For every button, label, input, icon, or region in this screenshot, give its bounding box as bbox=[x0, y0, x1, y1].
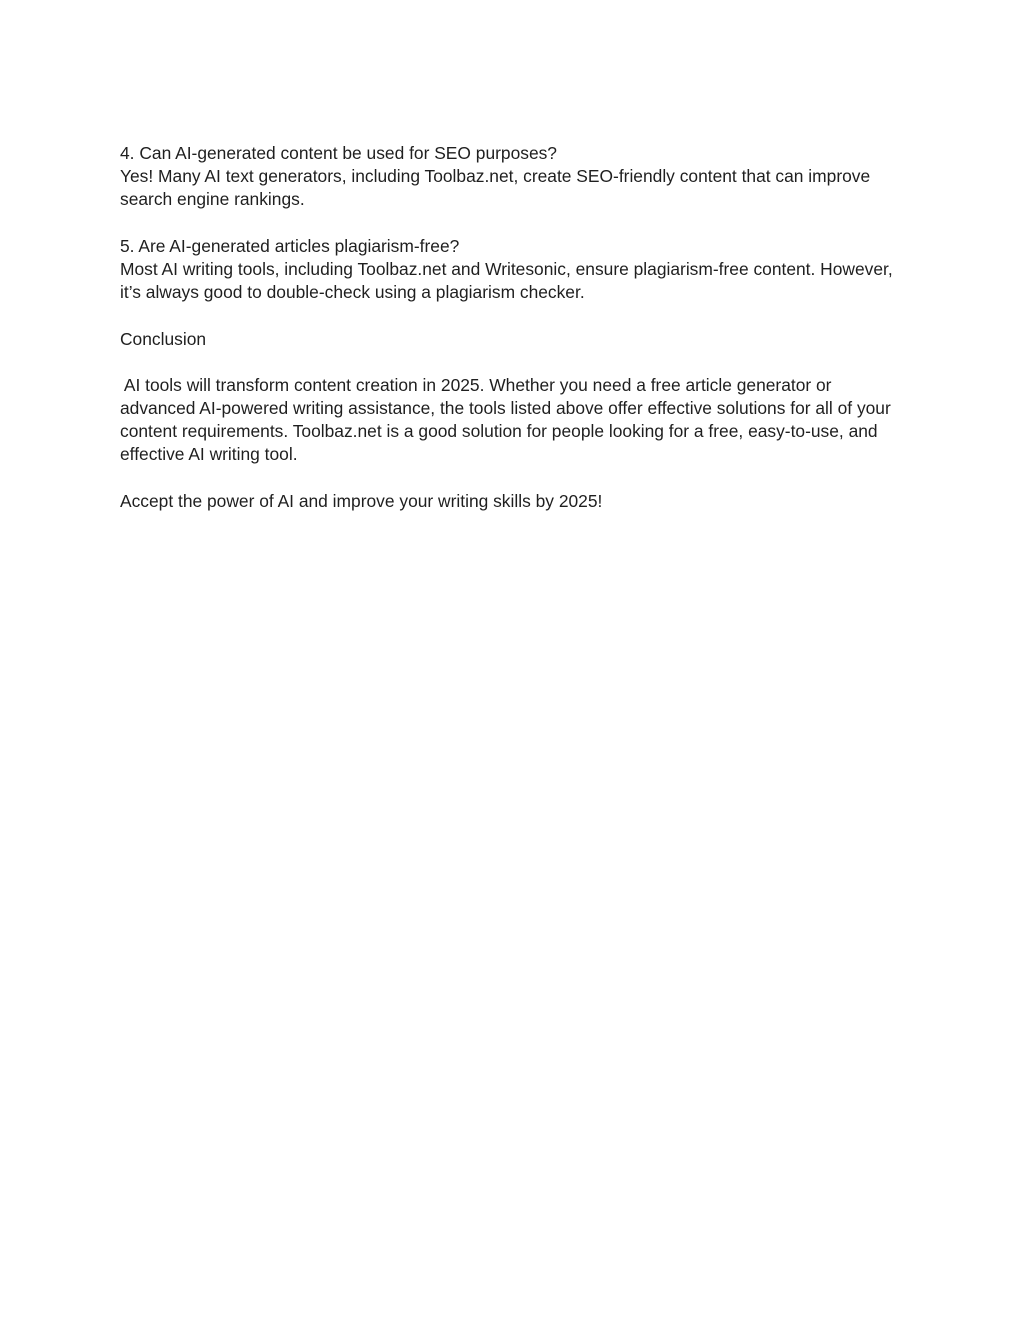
paragraph-line: AI tools will transform content creation in 2025. Whether you need a free article generator or bbox=[120, 374, 832, 395]
faq-question: 4. Can AI-generated content be used for SEO purposes? bbox=[120, 143, 557, 163]
faq-answer-line: Yes! Many AI text generators, including Toolbaz.net, create SEO-friendly content that can improve bbox=[120, 166, 871, 187]
paragraph-spacer bbox=[120, 304, 910, 327]
paragraph-spacer bbox=[120, 351, 910, 374]
faq-item-4 bbox=[120, 142, 910, 212]
section-heading-conclusion: Conclusion bbox=[120, 328, 207, 349]
document-body bbox=[120, 142, 910, 513]
paragraph-line: advanced AI-powered writing assistance, the tools listed above offer effective solutions for all of your bbox=[120, 398, 891, 419]
faq-answer-line: search engine rankings. bbox=[120, 189, 305, 210]
closing-sentence: Accept the power of AI and improve your writing skills by 2025! bbox=[120, 490, 603, 511]
faq-answer-line: Most AI writing tools, including Toolbaz.net and Writesonic, ensure plagiarism-free content. However, bbox=[120, 258, 893, 279]
paragraph-line: content requirements. Toolbaz.net is a good solution for people looking for a free, easy-to-use, and bbox=[120, 421, 878, 442]
paragraph-spacer bbox=[120, 212, 910, 235]
paragraph-line: effective AI writing tool. bbox=[120, 444, 298, 465]
paragraph-spacer bbox=[120, 467, 910, 490]
faq-answer-line: it’s always good to double-check using a plagiarism checker. bbox=[120, 282, 585, 303]
faq-item-5 bbox=[120, 235, 910, 305]
conclusion-paragraph bbox=[120, 374, 910, 467]
faq-question: 5. Are AI-generated articles plagiarism-free? bbox=[120, 235, 460, 256]
